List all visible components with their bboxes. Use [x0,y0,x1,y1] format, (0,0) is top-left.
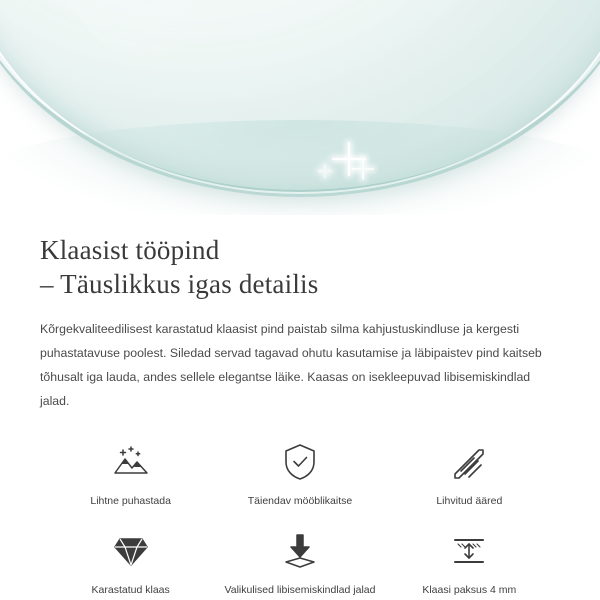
feature-item [46,439,215,508]
adhesive-foot-icon [277,528,323,574]
feature-label: Karastatud klaas [91,584,170,596]
feature-item [385,439,554,508]
glass-edge-highlight [0,0,600,194]
sparkle-mountain-icon [108,439,154,485]
feature-label: Lihvitud ääred [436,495,503,507]
feature-label: Lihtne puhastada [90,495,171,507]
page-title-line-1: Klaasist tööpind [40,235,220,265]
feature-grid [40,439,560,597]
polished-edge-icon [446,439,492,485]
shield-check-icon [277,439,323,485]
page-title-line-2: – Täuslikkus igas detailis [40,269,319,299]
feature-item [215,439,384,508]
feature-label: Täiendav mööblikaitse [247,495,353,507]
feature-label: Klaasi paksus 4 mm [422,584,517,596]
feature-item [385,528,554,597]
description-paragraph: Kõrgekvaliteedilisest karastatud klaasist pind paistab silma kahjustuskindluse ja kergesti puhastatavuse poolest. Siledad servad tagavad ohutu kasutamise ja läbipaistev pind kaitseb tõhusalt iga lauda, andes sellele elegantse läike. Kaasas on isekleepuvad libisemiskindlad jalad. [40,322,542,408]
diamond-icon [108,528,154,574]
feature-item [215,528,384,597]
thickness-gauge-icon [446,528,492,574]
page-title [40,233,560,301]
hero-image [0,0,600,215]
feature-item [46,528,215,597]
content-section [0,215,600,597]
feature-label: Valikulised libisemiskindlad jalad [224,584,376,596]
